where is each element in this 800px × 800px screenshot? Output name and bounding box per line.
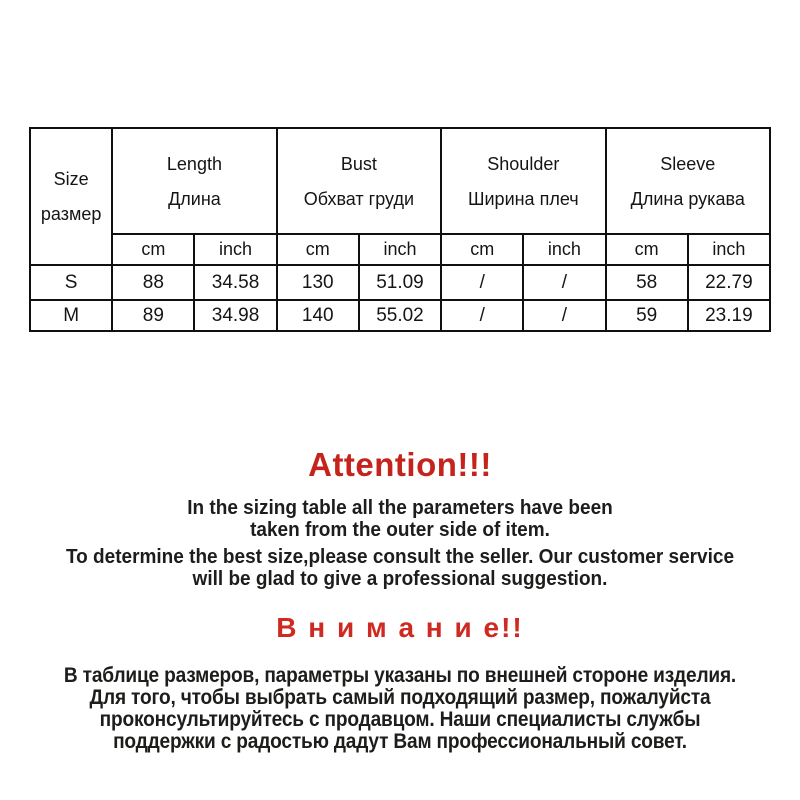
notice-line: taken from the outer side of item.	[250, 519, 550, 541]
attention-title-ru: В н и м а н и е!!	[276, 612, 524, 643]
notice-line: поддержки с радостью дадут Вам профессиональный совет.	[113, 730, 687, 753]
size-label-cell: M	[30, 300, 112, 331]
notice-paragraph-ru	[0, 665, 800, 753]
value-cell: 55.02	[359, 300, 441, 331]
unit-cell-inch: inch	[194, 234, 276, 265]
value-cell: 34.98	[194, 300, 276, 331]
notice-line: In the sizing table all the parameters have been	[187, 497, 613, 519]
header-length-ru: Длина	[168, 188, 221, 209]
table-header-row	[30, 128, 770, 234]
notice-line: Для того, чтобы выбрать самый подходящий размер, пожалуйста	[89, 686, 711, 709]
header-sleeve-en: Sleeve	[660, 153, 716, 174]
value-cell: 51.09	[359, 265, 441, 300]
unit-cell-cm: cm	[606, 234, 688, 265]
header-size-ru: размер	[40, 204, 102, 224]
value-cell: 58	[606, 265, 688, 300]
header-cell-length	[112, 128, 276, 234]
attention-title-en: Attention!!!	[308, 446, 492, 483]
notice-paragraph-en-1	[0, 497, 800, 541]
unit-cell-inch: inch	[523, 234, 605, 265]
header-cell-shoulder	[441, 128, 605, 234]
header-shoulder-ru: Ширина плеч	[468, 188, 579, 209]
notice-line: проконсультируйтесь с продавцом. Наши специалисты службы	[99, 708, 701, 731]
notice-line: To determine the best size,please consult the seller. Our customer service	[65, 546, 735, 568]
value-cell: 89	[112, 300, 194, 331]
unit-cell-inch: inch	[688, 234, 770, 265]
value-cell: 23.19	[688, 300, 770, 331]
header-bust-en: Bust	[340, 153, 377, 174]
value-cell: /	[441, 300, 523, 331]
notice-line: will be glad to give a professional suggestion.	[192, 568, 608, 590]
unit-cell-cm: cm	[441, 234, 523, 265]
header-length-en: Length	[166, 153, 222, 174]
size-table	[29, 127, 771, 332]
table-row	[30, 300, 770, 331]
value-cell: 22.79	[688, 265, 770, 300]
value-cell: 59	[606, 300, 688, 331]
table-row	[30, 265, 770, 300]
notice-paragraph-en-2	[0, 546, 800, 590]
value-cell: /	[523, 300, 605, 331]
value-cell: 130	[277, 265, 359, 300]
unit-cell-cm: cm	[277, 234, 359, 265]
header-size-en: Size	[53, 169, 89, 189]
value-cell: /	[441, 265, 523, 300]
unit-cell-cm: cm	[112, 234, 194, 265]
header-bust-ru: Обхват груди	[303, 188, 415, 209]
header-cell-size	[30, 128, 112, 265]
header-cell-sleeve	[606, 128, 770, 234]
notice-line: В таблице размеров, параметры указаны по внешней стороне изделия.	[63, 664, 737, 687]
unit-cell-inch: inch	[359, 234, 441, 265]
value-cell: 140	[277, 300, 359, 331]
value-cell: 88	[112, 265, 194, 300]
header-shoulder-en: Shoulder	[487, 153, 560, 174]
size-label-cell: S	[30, 265, 112, 300]
table-units-row	[30, 234, 770, 265]
value-cell: /	[523, 265, 605, 300]
value-cell: 34.58	[194, 265, 276, 300]
header-cell-bust	[277, 128, 441, 234]
header-sleeve-ru: Длина рукава	[630, 188, 745, 209]
